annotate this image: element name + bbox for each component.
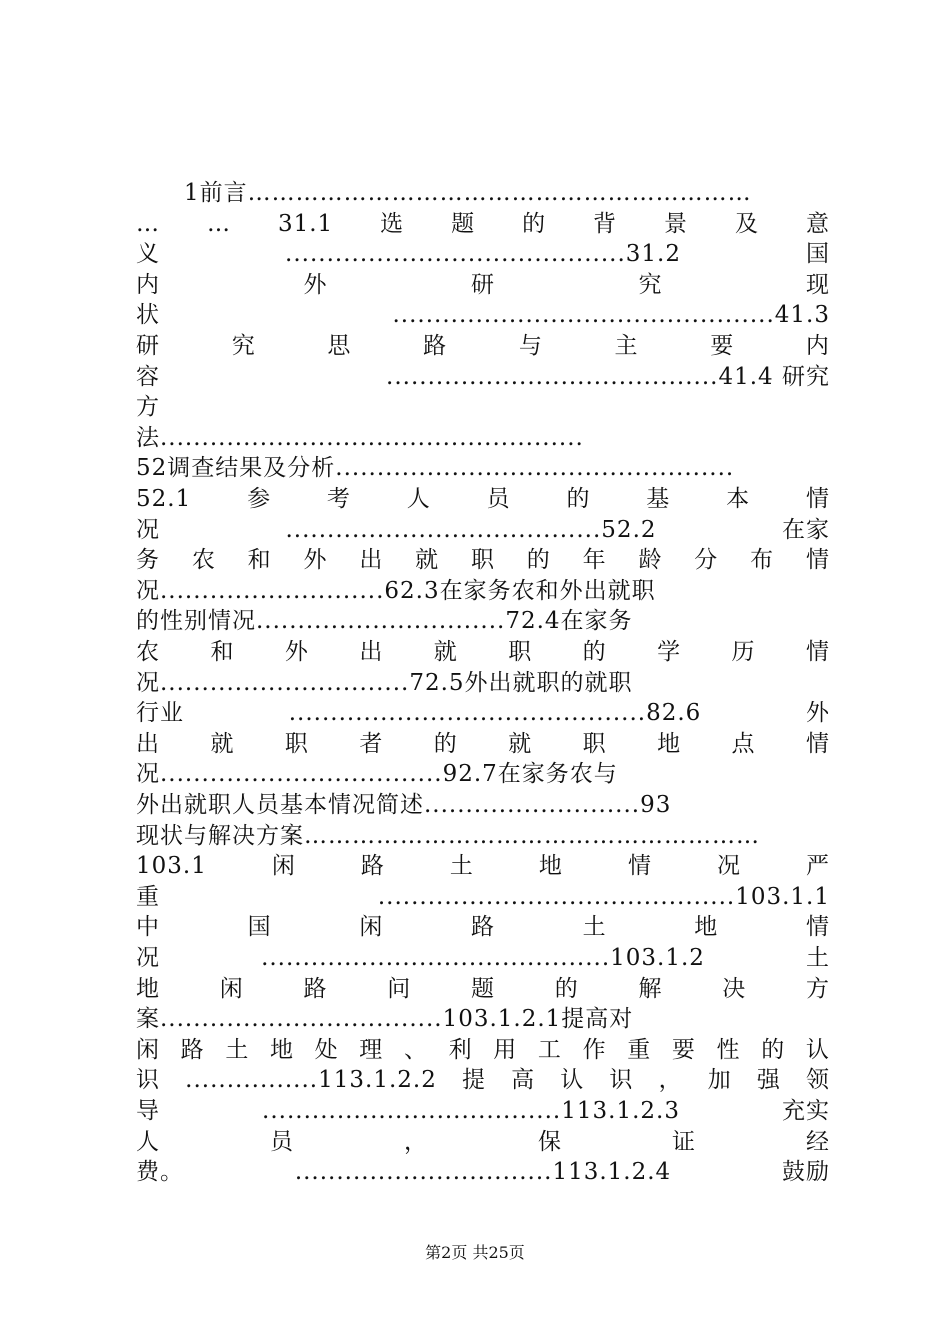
toc-text: 思 [327, 333, 352, 359]
toc-text: ...............................113.1.2.4 [294, 1159, 672, 1186]
toc-text: 人 [136, 1128, 160, 1155]
toc-text: 中 [136, 914, 160, 941]
toc-text: 52调查结果及分析................................................ [136, 455, 735, 482]
toc-text: 路 [180, 1036, 205, 1063]
toc-text: 费。 [136, 1159, 184, 1186]
toc-line [136, 545, 830, 575]
toc-line [184, 178, 830, 208]
toc-text: ..........................................103.1.2 [261, 945, 705, 971]
toc-line [136, 943, 830, 973]
toc-line [136, 209, 830, 239]
toc-text: 就 [415, 547, 440, 574]
toc-line [136, 1096, 830, 1126]
toc-text: 地 [538, 853, 563, 880]
toc-line [136, 790, 830, 820]
toc-line [136, 300, 830, 330]
toc-text: 土 [582, 914, 607, 941]
toc-text: 领 [805, 1067, 830, 1094]
toc-line [136, 606, 830, 636]
toc-text: 重 [627, 1036, 652, 1063]
toc-text: 闲 [219, 975, 244, 1002]
toc-text: … [206, 210, 231, 237]
toc-text: 证 [672, 1128, 696, 1155]
page-footer: 第2页 共25页 [425, 1243, 525, 1262]
toc-text: ， [404, 1128, 428, 1155]
toc-text: 外 [303, 547, 328, 574]
toc-text: 土 [805, 945, 830, 971]
toc-text: 况...........................62.3在家务农和外出就职 [136, 577, 656, 604]
toc-line [136, 270, 830, 300]
toc-text: 考 [326, 486, 351, 512]
toc-text: 的 [522, 210, 547, 237]
toc-text: 强 [756, 1067, 781, 1094]
toc-text: 路 [423, 333, 448, 359]
toc-line [136, 698, 830, 728]
toc-text: 员 [270, 1128, 294, 1155]
toc-text: ， [658, 1067, 683, 1094]
toc-text: 职 [582, 730, 607, 757]
toc-line [136, 729, 830, 759]
toc-text: 内 [805, 333, 830, 359]
toc-text: 在家 [782, 516, 830, 543]
toc-text: 参 [247, 486, 272, 512]
toc-text: 问 [387, 975, 412, 1002]
toc-text: 与 [518, 333, 543, 359]
toc-text: 基 [646, 486, 671, 512]
toc-text: 意 [805, 210, 830, 237]
toc-text: … [136, 210, 160, 237]
toc-text: 况..............................72.5外出就职的就职 [136, 669, 633, 696]
toc-text: 员 [486, 486, 511, 512]
toc-text: 职 [470, 547, 495, 574]
toc-line [136, 392, 830, 422]
toc-line [136, 423, 830, 453]
toc-text: 农 [136, 639, 160, 665]
toc-text: 本 [726, 486, 751, 512]
toc-text: 闲 [359, 914, 384, 941]
toc-text: 职 [284, 730, 309, 757]
toc-text: 就 [210, 730, 235, 757]
toc-line [136, 882, 830, 912]
toc-text: 农 [191, 547, 216, 574]
toc-text: 国 [247, 914, 272, 941]
toc-text: 闲 [271, 853, 296, 880]
toc-text: 况 [136, 516, 160, 543]
toc-text: 背 [593, 210, 618, 237]
toc-text: 加 [707, 1067, 732, 1094]
toc-text: 年 [582, 547, 607, 574]
toc-text: 职 [508, 639, 533, 665]
toc-text: 用 [493, 1036, 518, 1063]
toc-text: 外 [284, 639, 309, 665]
toc-text: 决 [722, 975, 747, 1002]
toc-text: 和 [210, 639, 235, 665]
toc-line [136, 453, 830, 483]
toc-text: 情 [627, 853, 652, 880]
toc-line [136, 515, 830, 545]
toc-text: 点 [731, 730, 756, 757]
toc-text: 52.1 [136, 486, 192, 512]
toc-text: 行业 [136, 700, 184, 727]
toc-text: 情 [805, 914, 830, 941]
toc-text: 性 [716, 1036, 741, 1063]
toc-text: 情 [805, 486, 830, 512]
toc-text: 理 [359, 1036, 384, 1063]
toc-line [136, 239, 830, 269]
toc-text: 的性别情况..............................72.4在家务 [136, 608, 633, 635]
toc-line [136, 362, 830, 392]
toc-text: 布 [750, 547, 775, 574]
toc-text: ....................................113.1.2.3 [262, 1098, 680, 1124]
toc-text: 究 [638, 271, 663, 298]
toc-text: 的 [433, 730, 458, 757]
toc-text: 法................................................... [136, 424, 584, 451]
toc-text: 的 [761, 1036, 786, 1063]
toc-text: 义 [136, 241, 160, 268]
toc-text: 地 [657, 730, 682, 757]
toc-line [136, 1127, 830, 1157]
toc-text: 地 [694, 914, 719, 941]
toc-text: .........................................31.2 [285, 241, 681, 268]
toc-text: 方 [136, 394, 160, 421]
toc-text: 重 [136, 883, 160, 910]
toc-text: 主 [614, 333, 639, 359]
toc-line [136, 974, 830, 1004]
toc-text: 分 [694, 547, 719, 574]
toc-text: 外 [303, 271, 328, 298]
toc-text: 路 [303, 975, 328, 1002]
toc-text: 、 [403, 1036, 428, 1063]
toc-text: ................113.1.2.2 [185, 1067, 437, 1094]
toc-text: 出 [136, 730, 160, 757]
toc-text: 景 [664, 210, 688, 237]
toc-text: 提 [462, 1067, 486, 1094]
toc-text: 研 [136, 333, 160, 359]
toc-text: 识 [136, 1067, 160, 1094]
toc-line [136, 668, 830, 698]
toc-line [136, 331, 830, 361]
toc-text: 充实 [782, 1098, 830, 1124]
toc-text: 103.1 [136, 853, 207, 880]
toc-text: 历 [731, 639, 756, 665]
toc-text: 31.1 [277, 210, 334, 237]
toc-line [136, 484, 830, 514]
toc-line [136, 851, 830, 881]
toc-text: 解 [638, 975, 663, 1002]
toc-line [136, 759, 830, 789]
toc-text: 外 [806, 700, 830, 727]
toc-text: 的 [582, 639, 607, 665]
toc-text: 出 [359, 547, 384, 574]
toc-text: 导 [136, 1098, 160, 1124]
toc-text: 识 [609, 1067, 634, 1094]
toc-text: 地 [269, 1036, 294, 1063]
toc-text: 外出就职人员基本情况简述..........................93 [136, 792, 672, 818]
toc-text: 龄 [638, 547, 663, 574]
toc-text: 研 [471, 271, 495, 298]
toc-text: 认 [805, 1036, 830, 1063]
toc-text: 和 [247, 547, 272, 574]
toc-text: 的 [554, 975, 579, 1002]
toc-text: 题 [471, 975, 495, 1002]
toc-text: 土 [225, 1036, 250, 1063]
toc-text: 学 [657, 639, 682, 665]
toc-line [136, 637, 830, 667]
toc-text: 现 [806, 271, 830, 298]
toc-text: 的 [526, 547, 551, 574]
toc-text: 利 [448, 1036, 473, 1063]
toc-text: ........................................41.4 研究 [386, 363, 830, 390]
toc-text: 认 [560, 1067, 585, 1094]
toc-text: 况..................................92.7在家务农与 [136, 761, 618, 788]
toc-text: 路 [360, 853, 385, 880]
toc-text: 容 [136, 363, 160, 390]
toc-line [136, 576, 830, 606]
toc-line [136, 912, 830, 942]
toc-text: 要 [710, 333, 735, 359]
toc-text: 路 [470, 914, 495, 941]
toc-text: 土 [449, 853, 474, 880]
toc-text: ...........................................103.1.1 [377, 883, 830, 910]
toc-text: 鼓励 [782, 1159, 830, 1186]
toc-text: 方 [806, 975, 830, 1002]
toc-text: 就 [433, 639, 458, 665]
toc-text: 案..................................103.1.2.1提高对 [136, 1006, 634, 1033]
toc-text: 情 [805, 547, 830, 574]
toc-line [136, 1004, 830, 1034]
toc-text: 要 [671, 1036, 696, 1063]
toc-text: 情 [805, 730, 830, 757]
toc-text: 题 [451, 210, 476, 237]
toc-text: 处 [314, 1036, 339, 1063]
toc-line [136, 1065, 830, 1095]
toc-text: 者 [359, 730, 384, 757]
toc-text: 作 [582, 1036, 607, 1063]
toc-text: 保 [538, 1128, 562, 1155]
toc-text: 状 [136, 302, 160, 329]
toc-text: 的 [566, 486, 591, 512]
toc-text: 情 [805, 639, 830, 665]
toc-line [136, 821, 830, 851]
toc-line [136, 1157, 830, 1187]
toc-text: 况 [716, 853, 741, 880]
toc-text: ...........................................82.6 [288, 700, 702, 727]
toc-text: 地 [136, 975, 160, 1002]
toc-text: 工 [537, 1036, 562, 1063]
toc-text: 及 [734, 210, 759, 237]
toc-text: ..............................................41.3 [392, 302, 830, 329]
toc-text: 经 [806, 1128, 830, 1155]
toc-text: 务 [136, 547, 160, 574]
toc-text: 出 [359, 639, 384, 665]
toc-text: 况 [136, 945, 160, 971]
toc-text: 严 [805, 853, 830, 880]
toc-text: 现状与解决方案………………………………………………… [136, 822, 760, 849]
toc-text: 人 [406, 486, 431, 512]
toc-line [136, 1035, 830, 1065]
toc-text: 究 [231, 333, 256, 359]
toc-text: 闲 [136, 1036, 160, 1063]
toc-text: 内 [136, 271, 160, 298]
toc-text: 高 [511, 1067, 536, 1094]
toc-text: 国 [806, 241, 830, 268]
toc-text: 就 [508, 730, 533, 757]
toc-text: 选 [380, 210, 405, 237]
toc-text: ......................................52.2 [285, 516, 657, 543]
toc-text: 1前言……………………………………………………… [184, 180, 752, 206]
